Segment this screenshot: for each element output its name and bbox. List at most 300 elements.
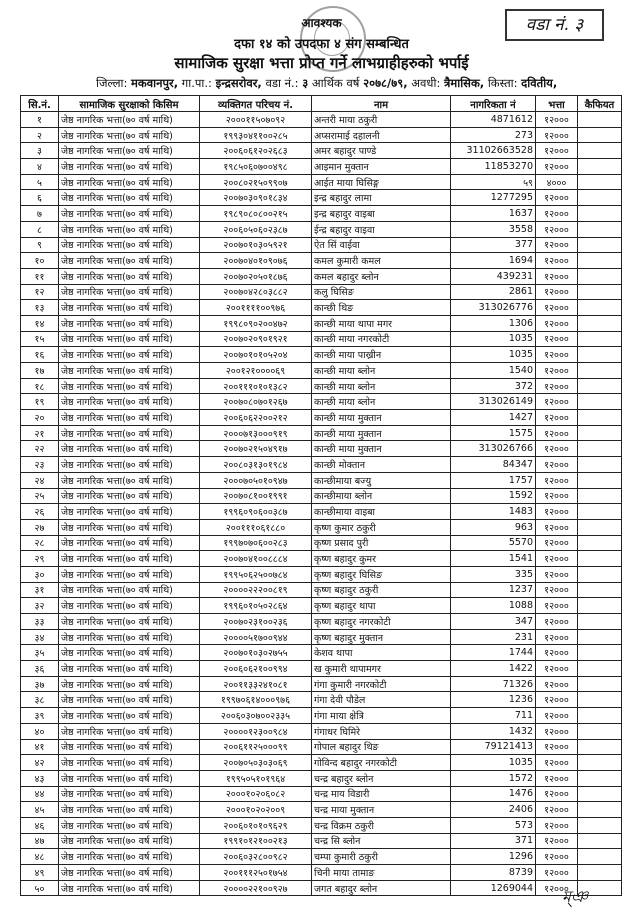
- table-row: [21, 472, 622, 488]
- table-row: [21, 661, 622, 677]
- cell-citizenship: 313026776: [451, 300, 536, 316]
- cell-sn: ५: [21, 174, 59, 190]
- cell-name: ईन्द्र बहादुर वाइवा: [312, 221, 451, 237]
- cell-sn: १५: [21, 331, 59, 347]
- table-row: [21, 676, 622, 692]
- cell-remarks: [578, 566, 622, 582]
- cell-id: २००७०३०९०१८३४: [200, 190, 312, 206]
- cell-sn: २९: [21, 551, 59, 567]
- cell-name: कान्छी माया मुक्तान: [312, 410, 451, 426]
- cell-type: जेष्ठ नागरिक भत्ता(७० वर्ष माथि): [59, 268, 200, 284]
- cell-allowance: १२०००: [536, 880, 578, 896]
- cell-id: १९९६०१०५०२८६४: [200, 598, 312, 614]
- cell-name: कान्छी माया मुक्तान: [312, 441, 451, 457]
- cell-name: कमल बहादुर ब्लोन: [312, 268, 451, 284]
- cell-name: कृष्ण बहादुर कुमर: [312, 551, 451, 567]
- cell-citizenship: 1744: [451, 645, 536, 661]
- cell-allowance: १२०००: [536, 457, 578, 473]
- cell-sn: १: [21, 112, 59, 128]
- cell-type: जेष्ठ नागरिक भत्ता(७० वर्ष माथि): [59, 849, 200, 865]
- cell-remarks: [578, 865, 622, 881]
- cell-id: २०००१०२०६०८२: [200, 786, 312, 802]
- cell-sn: ८: [21, 221, 59, 237]
- meta-line: [96, 76, 557, 91]
- cell-id: १९९७०७०६००२८३: [200, 535, 312, 551]
- cell-remarks: [578, 519, 622, 535]
- cell-type: जेष्ठ नागरिक भत्ता(७० वर्ष माथि): [59, 190, 200, 206]
- cell-id: २००११३३२४१०८१: [200, 676, 312, 692]
- cell-remarks: [578, 410, 622, 426]
- cell-type: जेष्ठ नागरिक भत्ता(७० वर्ष माथि): [59, 692, 200, 708]
- cell-allowance: १२०००: [536, 441, 578, 457]
- cell-sn: ३४: [21, 629, 59, 645]
- table-row: [21, 300, 622, 316]
- cell-citizenship: 31102663528: [451, 143, 536, 159]
- cell-citizenship: 377: [451, 237, 536, 253]
- table-row: [21, 268, 622, 284]
- cell-remarks: [578, 331, 622, 347]
- cell-type: जेष्ठ नागरिक भत्ता(७० वर्ष माथि): [59, 300, 200, 316]
- cell-sn: ३०: [21, 566, 59, 582]
- cell-sn: ३२: [21, 598, 59, 614]
- cell-sn: ३७: [21, 676, 59, 692]
- cell-sn: ३३: [21, 614, 59, 630]
- table-row: [21, 582, 622, 598]
- cell-remarks: [578, 817, 622, 833]
- cell-id: २००७०४२८०३८८२: [200, 284, 312, 300]
- cell-name: गंगा माया क्षेत्रि: [312, 708, 451, 724]
- cell-sn: ३९: [21, 708, 59, 724]
- cell-sn: १०: [21, 253, 59, 269]
- cell-id: २००६०६२२००२१२: [200, 410, 312, 426]
- table-row: [21, 645, 622, 661]
- cell-allowance: १२०००: [536, 253, 578, 269]
- cell-remarks: [578, 190, 622, 206]
- cell-name: चिनी माया तामाङ: [312, 865, 451, 881]
- table-row: [21, 112, 622, 128]
- cell-type: जेष्ठ नागरिक भत्ता(७० वर्ष माथि): [59, 315, 200, 331]
- cell-citizenship: 1540: [451, 363, 536, 379]
- col-header-type: सामाजिक सुरक्षाको किसिम: [59, 96, 200, 112]
- page-title: सामाजिक सुरक्षा भत्ता प्रोप्त गर्ने लाभग्राहीहरुको भर्पाई: [174, 54, 469, 72]
- cell-sn: ४०: [21, 723, 59, 739]
- cell-citizenship: 1572: [451, 770, 536, 786]
- period-value: त्रैमासिक,: [443, 76, 485, 90]
- cell-id: २०००११५०७०९२: [200, 112, 312, 128]
- cell-id: २००१११२५०१७५४: [200, 865, 312, 881]
- cell-type: जेष्ठ नागरिक भत्ता(७० वर्ष माथि): [59, 112, 200, 128]
- handwritten-signature: ম্ঞ: [562, 887, 588, 906]
- table-row: [21, 802, 622, 818]
- cell-allowance: १२०००: [536, 770, 578, 786]
- municipality-label: गा.पा.:: [181, 76, 212, 90]
- cell-citizenship: 1035: [451, 331, 536, 347]
- cell-type: जेष्ठ नागरिक भत्ता(७० वर्ष माथि): [59, 174, 200, 190]
- table-row: [21, 566, 622, 582]
- cell-type: जेष्ठ नागरिक भत्ता(७० वर्ष माथि): [59, 410, 200, 426]
- cell-allowance: १२०००: [536, 472, 578, 488]
- fy-label: आर्थिक वर्ष: [311, 76, 360, 90]
- table-row: [21, 237, 622, 253]
- cell-citizenship: 1427: [451, 410, 536, 426]
- cell-remarks: [578, 347, 622, 363]
- cell-citizenship: 1575: [451, 425, 536, 441]
- cell-citizenship: 313026149: [451, 394, 536, 410]
- cell-allowance: १२०००: [536, 723, 578, 739]
- cell-remarks: [578, 645, 622, 661]
- cell-citizenship: 335: [451, 566, 536, 582]
- cell-remarks: [578, 457, 622, 473]
- cell-id: २००७०२१५०४९१७: [200, 441, 312, 457]
- table-row: [21, 723, 622, 739]
- table-row: [21, 755, 622, 771]
- cell-sn: २७: [21, 519, 59, 535]
- table-row: [21, 535, 622, 551]
- cell-allowance: १२०००: [536, 268, 578, 284]
- table-row: [21, 425, 622, 441]
- cell-type: जेष्ठ नागरिक भत्ता(७० वर्ष माथि): [59, 535, 200, 551]
- table-row: [21, 488, 622, 504]
- cell-name: कृष्ण बहादुर ठकुरी: [312, 582, 451, 598]
- cell-remarks: [578, 755, 622, 771]
- cell-remarks: [578, 143, 622, 159]
- cell-remarks: [578, 425, 622, 441]
- table-row: [21, 363, 622, 379]
- cell-sn: ४९: [21, 865, 59, 881]
- cell-remarks: [578, 629, 622, 645]
- cell-citizenship: 372: [451, 378, 536, 394]
- cell-type: जेष्ठ नागरिक भत्ता(७० वर्ष माथि): [59, 457, 200, 473]
- cell-remarks: [578, 676, 622, 692]
- table-row: [21, 284, 622, 300]
- cell-remarks: [578, 378, 622, 394]
- cell-remarks: [578, 692, 622, 708]
- cell-name: आईत माया घिसिङ्ग: [312, 174, 451, 190]
- cell-sn: १३: [21, 300, 59, 316]
- table-row: [21, 315, 622, 331]
- cell-id: २००७०१०३०५९२१: [200, 237, 312, 253]
- cell-allowance: १२०००: [536, 551, 578, 567]
- cell-allowance: १२०००: [536, 284, 578, 300]
- cell-citizenship: 11853270: [451, 159, 536, 175]
- cell-id: २००७०८०७०१२६७: [200, 394, 312, 410]
- cell-allowance: १२०००: [536, 488, 578, 504]
- cell-name: ख कुमारी थापामगर: [312, 661, 451, 677]
- cell-id: २००६११२५०००९९: [200, 739, 312, 755]
- table-row: [21, 378, 622, 394]
- cell-id: २००७०२०५०१८७६: [200, 268, 312, 284]
- cell-remarks: [578, 127, 622, 143]
- cell-allowance: १२०००: [536, 315, 578, 331]
- cell-citizenship: 711: [451, 708, 536, 724]
- cell-allowance: १२०००: [536, 566, 578, 582]
- cell-type: जेष्ठ नागरिक भत्ता(७० वर्ष माथि): [59, 865, 200, 881]
- cell-id: १९९६०९०६००३८७: [200, 504, 312, 520]
- cell-allowance: १२०००: [536, 300, 578, 316]
- cell-name: गंगा कुमारी नगरकोटी: [312, 676, 451, 692]
- col-header-sn: सि.नं.: [21, 96, 59, 112]
- cell-allowance: १२०००: [536, 598, 578, 614]
- cell-citizenship: 5570: [451, 535, 536, 551]
- cell-remarks: [578, 268, 622, 284]
- cell-allowance: १२०००: [536, 237, 578, 253]
- cell-type: जेष्ठ नागरिक भत्ता(७० वर्ष माथि): [59, 833, 200, 849]
- cell-remarks: [578, 551, 622, 567]
- cell-name: कमल कुमारी कमल: [312, 253, 451, 269]
- cell-remarks: [578, 582, 622, 598]
- cell-name: कान्छी माया नगरकोटी: [312, 331, 451, 347]
- cell-id: २००७०२३१००२३६: [200, 614, 312, 630]
- cell-id: २००७०८१००१९९१: [200, 488, 312, 504]
- cell-type: जेष्ठ नागरिक भत्ता(७० वर्ष माथि): [59, 551, 200, 567]
- cell-sn: २०: [21, 410, 59, 426]
- cell-citizenship: 347: [451, 614, 536, 630]
- cell-sn: ५०: [21, 880, 59, 896]
- cell-citizenship: 273: [451, 127, 536, 143]
- cell-type: जेष्ठ नागरिक भत्ता(७० वर्ष माथि): [59, 566, 200, 582]
- cell-id: १९९५०५१०१९६४: [200, 770, 312, 786]
- cell-type: जेष्ठ नागरिक भत्ता(७० वर्ष माथि): [59, 504, 200, 520]
- cell-type: जेष्ठ नागरिक भत्ता(७० वर्ष माथि): [59, 284, 200, 300]
- cell-sn: २१: [21, 425, 59, 441]
- table-row: [21, 159, 622, 175]
- cell-name: अप्सरामाई दहालनी: [312, 127, 451, 143]
- table-row: [21, 127, 622, 143]
- cell-allowance: १२०००: [536, 661, 578, 677]
- table-header-row: [21, 96, 622, 112]
- cell-name: कान्छी माया पाख्रीन: [312, 347, 451, 363]
- cell-id: २००६०३२८००९८२: [200, 849, 312, 865]
- cell-id: २००००२२१००९२७: [200, 880, 312, 896]
- cell-id: १९८९०८०८००२१५: [200, 206, 312, 222]
- cell-remarks: [578, 237, 622, 253]
- cell-type: जेष्ठ नागरिक भत्ता(७० वर्ष माथि): [59, 629, 200, 645]
- cell-id: २००७०४१००८८८४: [200, 551, 312, 567]
- cell-type: जेष्ठ नागरिक भत्ता(७० वर्ष माथि): [59, 598, 200, 614]
- cell-sn: १८: [21, 378, 59, 394]
- cell-name: केशव थापा: [312, 645, 451, 661]
- cell-citizenship: 1306: [451, 315, 536, 331]
- table-row: [21, 441, 622, 457]
- cell-remarks: [578, 206, 622, 222]
- cell-sn: ४८: [21, 849, 59, 865]
- cell-id: २००१११०६१८८०: [200, 519, 312, 535]
- table-row: [21, 504, 622, 520]
- cell-sn: ४: [21, 159, 59, 175]
- table-row: [21, 253, 622, 269]
- cell-citizenship: 1236: [451, 692, 536, 708]
- table-row: [21, 739, 622, 755]
- cell-name: इन्द्र बहादुर लामा: [312, 190, 451, 206]
- cell-remarks: [578, 472, 622, 488]
- cell-type: जेष्ठ नागरिक भत्ता(७० वर्ष माथि): [59, 676, 200, 692]
- cell-citizenship: 1277295: [451, 190, 536, 206]
- col-header-citizenship: नागरिकता नं: [451, 96, 536, 112]
- header-sub-title: दफा १४ को उपदफा ४ संग सम्बन्धित: [234, 37, 409, 52]
- cell-id: २०००७०५०१०९४७: [200, 472, 312, 488]
- cell-remarks: [578, 849, 622, 865]
- cell-type: जेष्ठ नागरिक भत्ता(७० वर्ष माथि): [59, 786, 200, 802]
- cell-allowance: १२०००: [536, 739, 578, 755]
- cell-allowance: १२०००: [536, 331, 578, 347]
- cell-sn: ३६: [21, 661, 59, 677]
- cell-allowance: १२०००: [536, 676, 578, 692]
- cell-type: जेष्ठ नागरिक भत्ता(७० वर्ष माथि): [59, 221, 200, 237]
- cell-remarks: [578, 300, 622, 316]
- cell-citizenship: 1237: [451, 582, 536, 598]
- cell-remarks: [578, 504, 622, 520]
- cell-allowance: १२०००: [536, 206, 578, 222]
- table-row: [21, 833, 622, 849]
- cell-citizenship: 1757: [451, 472, 536, 488]
- cell-citizenship: 231: [451, 629, 536, 645]
- district-value: मकवानपुर,: [131, 76, 179, 90]
- cell-sn: ४५: [21, 802, 59, 818]
- cell-id: २००००५१७००९४४: [200, 629, 312, 645]
- cell-remarks: [578, 833, 622, 849]
- table-row: [21, 598, 622, 614]
- municipality-value: इन्द्रसरोवर,: [215, 76, 262, 90]
- cell-type: जेष्ठ नागरिक भत्ता(७० वर्ष माथि): [59, 378, 200, 394]
- cell-name: कान्छीमाया वाइबा: [312, 504, 451, 520]
- cell-name: कलु घिसिङ: [312, 284, 451, 300]
- cell-id: २००६०५०६०२३८७: [200, 221, 312, 237]
- cell-citizenship: 1296: [451, 849, 536, 865]
- cell-citizenship: 1035: [451, 347, 536, 363]
- cell-name: कृष्ण बहादुर मुक्तान: [312, 629, 451, 645]
- cell-id: १९९५०६२५००७८४: [200, 566, 312, 582]
- cell-id: २००८०३१३०१९८४: [200, 457, 312, 473]
- cell-sn: २५: [21, 488, 59, 504]
- cell-type: जेष्ठ नागरिक भत्ता(७० वर्ष माथि): [59, 363, 200, 379]
- fy-value: २०७८/७९,: [363, 76, 408, 90]
- table-row: [21, 394, 622, 410]
- cell-type: जेष्ठ नागरिक भत्ता(७० वर्ष माथि): [59, 708, 200, 724]
- table-row: [21, 708, 622, 724]
- cell-id: १९९१०१२१००२१३: [200, 833, 312, 849]
- cell-citizenship: 573: [451, 817, 536, 833]
- cell-allowance: १२०००: [536, 425, 578, 441]
- cell-citizenship: 1035: [451, 755, 536, 771]
- cell-sn: ४३: [21, 770, 59, 786]
- cell-allowance: १२०००: [536, 802, 578, 818]
- cell-allowance: १२०००: [536, 159, 578, 175]
- cell-sn: ४७: [21, 833, 59, 849]
- cell-citizenship: 8739: [451, 865, 536, 881]
- cell-name: कान्छी माया ब्लोन: [312, 363, 451, 379]
- cell-allowance: १२०००: [536, 708, 578, 724]
- cell-id: २००००२२२००८१९: [200, 582, 312, 598]
- cell-citizenship: 1269044: [451, 880, 536, 896]
- cell-type: जेष्ठ नागरिक भत्ता(७० वर्ष माथि): [59, 723, 200, 739]
- cell-sn: ४१: [21, 739, 59, 755]
- installment-label: किस्ता:: [487, 76, 518, 90]
- cell-citizenship: 1541: [451, 551, 536, 567]
- cell-id: १९८५०६०७००४९८: [200, 159, 312, 175]
- cell-type: जेष्ठ नागरिक भत्ता(७० वर्ष माथि): [59, 331, 200, 347]
- cell-remarks: [578, 614, 622, 630]
- cell-sn: १६: [21, 347, 59, 363]
- table-row: [21, 849, 622, 865]
- cell-type: जेष्ठ नागरिक भत्ता(७० वर्ष माथि): [59, 519, 200, 535]
- cell-id: २००७०२०९०१९२१: [200, 331, 312, 347]
- cell-allowance: १२०००: [536, 692, 578, 708]
- cell-remarks: [578, 253, 622, 269]
- cell-name: चन्द्र माया मुक्तान: [312, 802, 451, 818]
- table-row: [21, 817, 622, 833]
- header-top-line: आवश्यक: [301, 16, 342, 30]
- cell-sn: ४४: [21, 786, 59, 802]
- cell-id: २००७०५०३०३०६९: [200, 755, 312, 771]
- cell-sn: २४: [21, 472, 59, 488]
- cell-sn: १४: [21, 315, 59, 331]
- cell-citizenship: 1483: [451, 504, 536, 520]
- cell-name: कान्छी माया ब्लोन: [312, 394, 451, 410]
- cell-type: जेष्ठ नागरिक भत्ता(७० वर्ष माथि): [59, 661, 200, 677]
- cell-allowance: १२०००: [536, 849, 578, 865]
- cell-name: ऐत सिं वाईवा: [312, 237, 451, 253]
- cell-allowance: १२०००: [536, 629, 578, 645]
- cell-type: जेष्ठ नागरिक भत्ता(७० वर्ष माथि): [59, 472, 200, 488]
- cell-id: २००७०१०३०२७५५: [200, 645, 312, 661]
- cell-type: जेष्ठ नागरिक भत्ता(७० वर्ष माथि): [59, 645, 200, 661]
- cell-id: २०००७१३०००९१९: [200, 425, 312, 441]
- beneficiary-table: [20, 95, 622, 896]
- cell-id: २००७०१०१०५२०४: [200, 347, 312, 363]
- table-row: [21, 770, 622, 786]
- cell-allowance: १२०००: [536, 817, 578, 833]
- cell-allowance: ४०००: [536, 174, 578, 190]
- cell-type: जेष्ठ नागरिक भत्ता(७० वर्ष माथि): [59, 425, 200, 441]
- cell-type: जेष्ठ नागरिक भत्ता(७० वर्ष माथि): [59, 206, 200, 222]
- cell-name: इन्द्र बहादुर वाइबा: [312, 206, 451, 222]
- cell-name: कृष्ण प्रसाद पुरी: [312, 535, 451, 551]
- table-row: [21, 692, 622, 708]
- cell-sn: १२: [21, 284, 59, 300]
- cell-name: गंगाधर घिमिरे: [312, 723, 451, 739]
- cell-sn: ६: [21, 190, 59, 206]
- cell-allowance: १२०००: [536, 504, 578, 520]
- ward-note: वडा नं. ३: [505, 9, 604, 41]
- cell-type: जेष्ठ नागरिक भत्ता(७० वर्ष माथि): [59, 347, 200, 363]
- table-row: [21, 174, 622, 190]
- cell-id: १९९८०९०२००४७२: [200, 315, 312, 331]
- cell-allowance: १२०००: [536, 645, 578, 661]
- cell-name: गंगा देवी पौडेल: [312, 692, 451, 708]
- cell-citizenship: 84347: [451, 457, 536, 473]
- cell-type: जेष्ठ नागरिक भत्ता(७० वर्ष माथि): [59, 770, 200, 786]
- installment-value: दवितीय,: [521, 76, 558, 90]
- cell-type: जेष्ठ नागरिक भत्ता(७० वर्ष माथि): [59, 488, 200, 504]
- cell-sn: ३५: [21, 645, 59, 661]
- cell-allowance: १२०००: [536, 190, 578, 206]
- cell-sn: २६: [21, 504, 59, 520]
- cell-name: कान्छी माया थापा मगर: [312, 315, 451, 331]
- cell-name: चन्द्र माय विडारी: [312, 786, 451, 802]
- cell-name: चम्पा कुमारी ठकुरी: [312, 849, 451, 865]
- cell-name: कान्छी माया मुक्तान: [312, 425, 451, 441]
- cell-sn: ९: [21, 237, 59, 253]
- cell-id: २००८०२१५०९९०७: [200, 174, 312, 190]
- table-row: [21, 519, 622, 535]
- table-row: [21, 786, 622, 802]
- cell-citizenship: 3558: [451, 221, 536, 237]
- cell-name: कान्छी मोक्तान: [312, 457, 451, 473]
- cell-allowance: १२०००: [536, 347, 578, 363]
- cell-remarks: [578, 112, 622, 128]
- cell-type: जेष्ठ नागरिक भत्ता(७० वर्ष माथि): [59, 582, 200, 598]
- cell-type: जेष्ठ नागरिक भत्ता(७० वर्ष माथि): [59, 143, 200, 159]
